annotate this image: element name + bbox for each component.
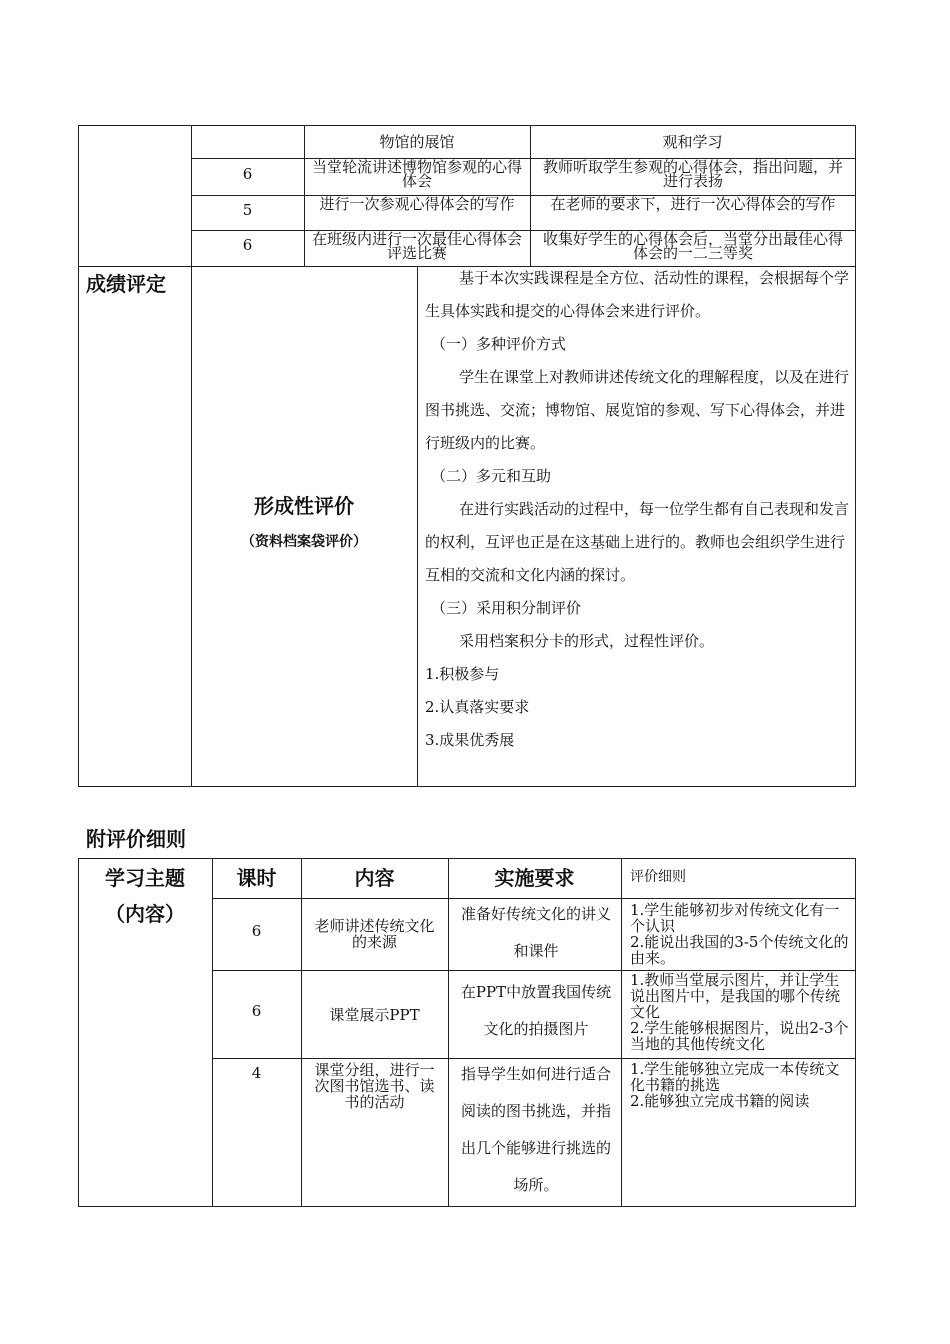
activity-method: 收集好学生的心得体会后，当堂分出最佳心得体会的一二三等奖 [542, 230, 843, 262]
grading-section-label: 成绩评定 [86, 272, 166, 296]
criteria-item: 2.能说出我国的3-5个传统文化的由来。 [630, 933, 849, 967]
appendix-title: 附评价细则 [86, 827, 186, 851]
activity-content: 当堂轮流讲述博物馆参观的心得体会 [311, 158, 522, 190]
row-content: 课堂展示PPT [329, 1006, 420, 1024]
row-requirement: 在PPT中放置我国传统文化的拍摄图片 [460, 983, 612, 1038]
row-criteria [630, 1061, 852, 1109]
paragraph: 基于本次实践课程是全方位、活动性的课程，会根据每个学生具体实践和提交的心得体会来进行评价。 [425, 269, 850, 320]
evaluation-description [425, 262, 850, 757]
list-item: 3.成果优秀展 [425, 731, 515, 749]
class-hours: 6 [242, 165, 253, 183]
activity-content: 物馆的展馆 [379, 133, 455, 151]
evaluation-title: 形成性评价 [254, 494, 354, 518]
header-topic: 学习主题 [105, 866, 185, 890]
header-requirement: 实施要求 [494, 866, 575, 890]
criteria-item: 2.学生能够根据图片，说出2-3个当地的其他传统文化 [630, 1019, 849, 1053]
criteria-item: 1.学生能够初步对传统文化有一个认识 [630, 901, 840, 935]
row-content: 老师讲述传统文化的来源 [314, 917, 435, 951]
header-content: 内容 [354, 866, 395, 890]
row-content: 课堂分组，进行一次图书馆选书、读书的活动 [314, 1061, 435, 1111]
subheading: （二）多元和互助 [431, 467, 552, 485]
activity-content: 进行一次参观心得体会的写作 [319, 195, 515, 213]
activity-method: 教师听取学生参观的心得体会，指出问题，并进行表扬 [542, 158, 843, 190]
activity-content: 在班级内进行一次最佳心得体会评选比赛 [311, 230, 522, 262]
subheading: （一）多种评价方式 [431, 335, 567, 353]
evaluation-subtitle: （资料档案袋评价） [241, 534, 367, 550]
list-item: 1.积极参与 [425, 665, 500, 683]
activity-method: 在老师的要求下，进行一次心得体会的写作 [550, 195, 836, 213]
criteria-item: 1.学生能够独立完成一本传统文化书籍的挑选 [630, 1060, 840, 1094]
criteria-item: 2.能够独立完成书籍的阅读 [630, 1092, 810, 1110]
table-row [304, 128, 530, 158]
header-criteria: 评价细则 [630, 869, 686, 885]
criteria-item: 1.教师当堂展示图片，并让学生说出图片中，是我国的哪个传统文化 [630, 971, 841, 1021]
header-hours: 课时 [236, 866, 277, 890]
class-hours: 5 [242, 201, 253, 219]
class-hours: 6 [251, 1002, 262, 1020]
row-requirement: 准备好传统文化的讲义和课件 [460, 905, 611, 960]
row-criteria [630, 902, 852, 966]
class-hours: 6 [242, 236, 253, 254]
row-requirement: 指导学生如何进行适合阅读的图书挑选，并指出几个能够进行挑选的场所。 [460, 1065, 611, 1194]
paragraph: 采用档案积分卡的形式，过程性评价。 [459, 632, 715, 650]
paragraph: 在进行实践活动的过程中，每一位学生都有自己表现和发言的权利，互评也正是在这基础上进行的。教师也会组织学生进行互相的交流和文化内涵的探讨。 [425, 500, 850, 584]
class-hours: 4 [251, 1064, 262, 1082]
class-hours: 6 [251, 922, 262, 940]
table-row [530, 128, 855, 158]
header-topic-sub: （内容） [105, 902, 185, 926]
paragraph: 学生在课堂上对教师讲述传统文化的理解程度，以及在进行图书挑选、交流；博物馆、展览馆的参观、写下心得体会，并进行班级内的比赛。 [425, 368, 850, 452]
subheading: （三）采用积分制评价 [431, 599, 582, 617]
row-criteria [630, 972, 852, 1052]
activity-method: 观和学习 [662, 133, 723, 151]
list-item: 2.认真落实要求 [425, 698, 530, 716]
